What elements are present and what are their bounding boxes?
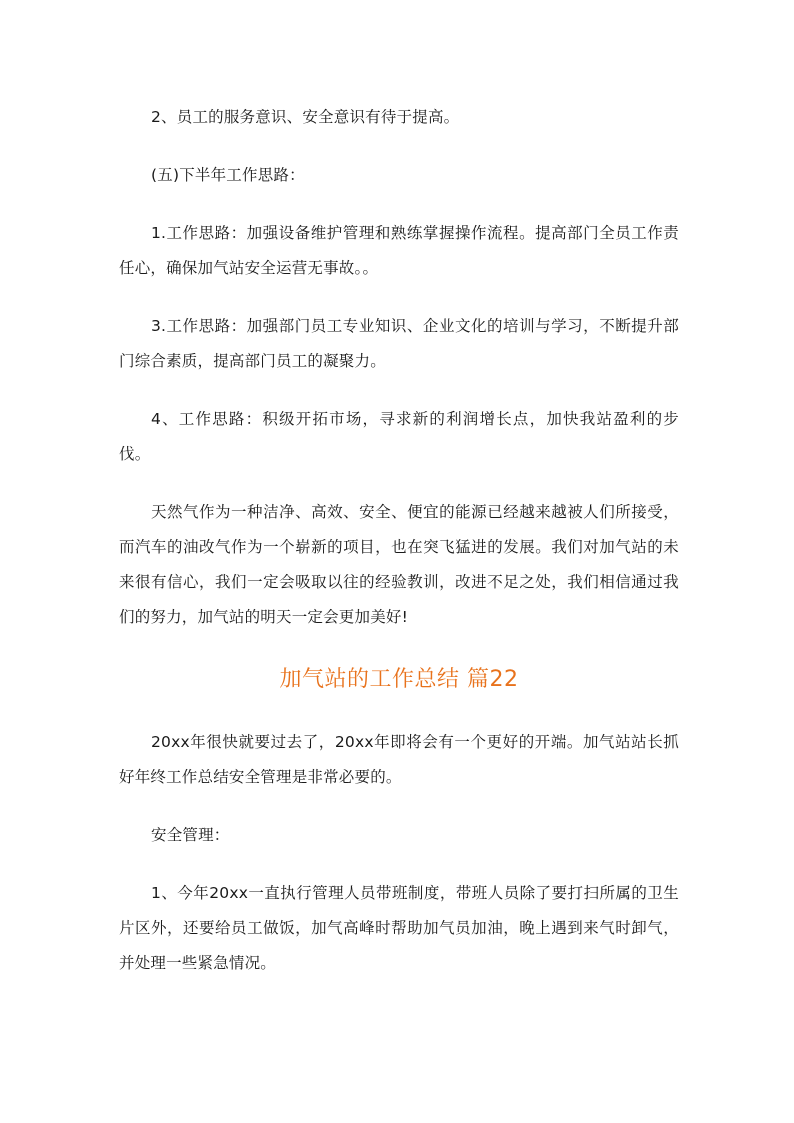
paragraph-safety-item-1: 1、今年20xx一直执行管理人员带班制度，带班人员除了要打扫所属的卫生片区外，还要给员工做饭，加气高峰时帮助加气员加油，晚上遇到来气时卸气，并处理一些紧急情况。	[119, 884, 679, 972]
paragraph-safety-title: 安全管理：	[151, 826, 230, 844]
paragraph-conclusion: 天然气作为一种洁净、高效、安全、便宜的能源已经越来越被人们所接受，而汽车的油改气作为一个崭新的项目，也在突飞猛进的发展。我们对加气站的未来很有信心，我们一定会吸取以往的经验教训，改进不足之处，我们相信通过我们的努力，加气站的明天一定会更加美好!	[119, 503, 679, 626]
paragraph-staff-awareness: 2、员工的服务意识、安全意识有待于提高。	[151, 108, 460, 126]
paragraph-work-idea-4: 4、工作思路：积级开拓市场，寻求新的利润增长点，加快我站盈利的步伐。	[119, 410, 679, 463]
section-heading: 加气站的工作总结 篇22	[279, 667, 519, 692]
paragraph-year-intro: 20xx年很快就要过去了，20xx年即将会有一个更好的开端。加气站站长抓好年终工作总结安全管理是非常必要的。	[119, 733, 679, 786]
paragraph-work-idea-1: 1.工作思路：加强设备维护管理和熟练掌握操作流程。提高部门全员工作责任心，确保加气站安全运营无事故。。	[119, 224, 679, 277]
document-body	[119, 100, 679, 981]
paragraph-second-half-plan-title: (五)下半年工作思路：	[151, 166, 305, 184]
paragraph-work-idea-3: 3.工作思路：加强部门员工专业知识、企业文化的培训与学习，不断提升部门综合素质，提高部门员工的凝聚力。	[119, 317, 679, 370]
